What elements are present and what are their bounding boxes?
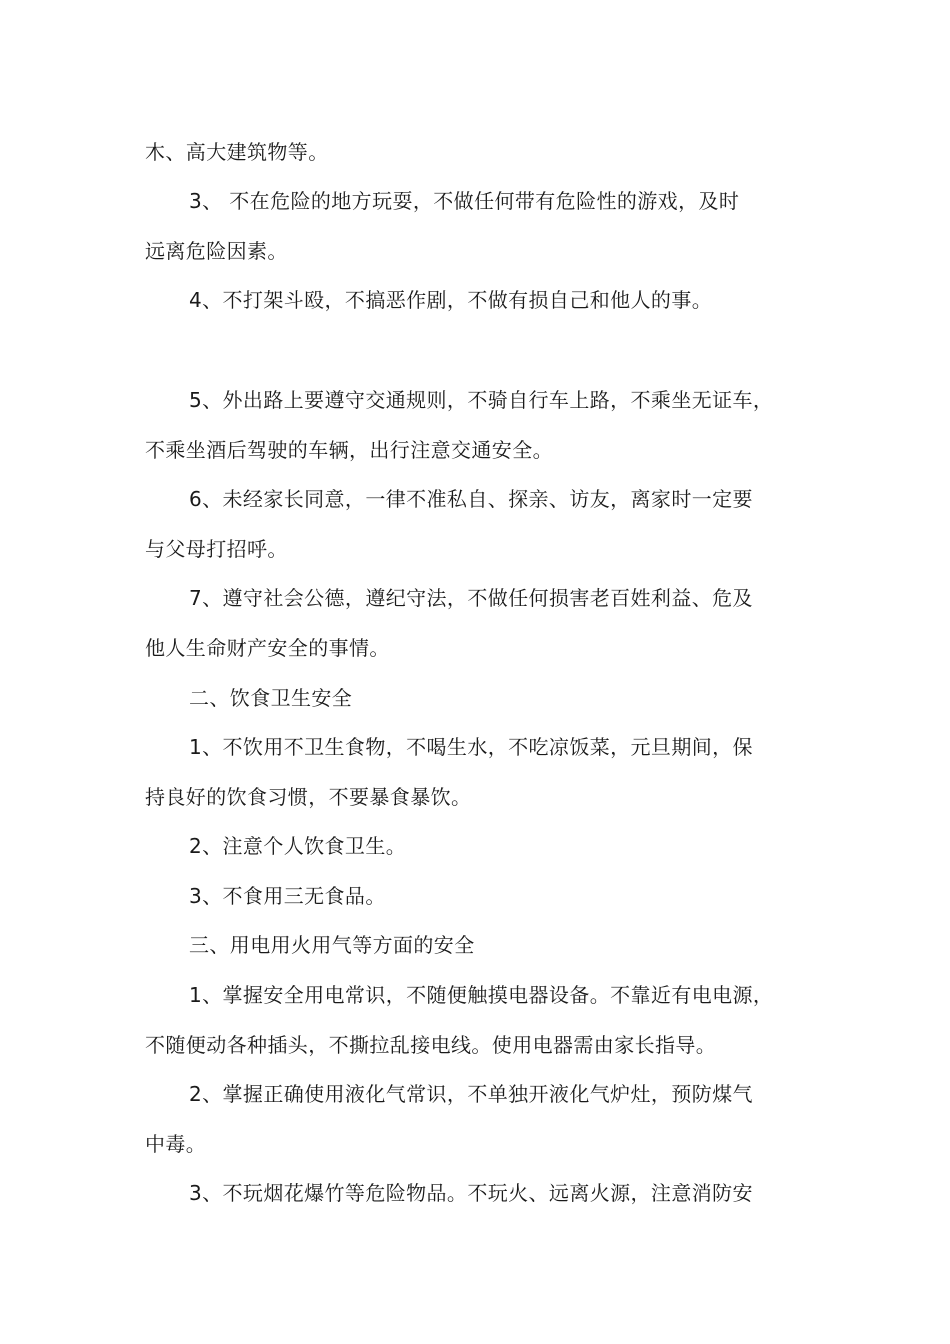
- text-line: 2、注意个人饮食卫生。: [189, 834, 407, 858]
- text-line: 7、遵守社会公德，遵纪守法，不做任何损害老百姓利益、危及: [189, 586, 753, 610]
- text-line: 木、高大建筑物等。: [145, 140, 329, 164]
- text-line: 1、掌握安全用电常识，不随便触摸电器设备。不靠近有电电源，: [189, 983, 774, 1007]
- text-line: 4、不打架斗殴，不搞恶作剧，不做有损自己和他人的事。: [189, 288, 713, 312]
- text-line: 2、掌握正确使用液化气常识，不单独开液化气炉灶，预防煤气: [189, 1082, 753, 1106]
- text-line: 他人生命财产安全的事情。: [145, 636, 390, 660]
- text-line: 中毒。: [145, 1132, 207, 1156]
- section-heading: 二、饮食卫生安全: [189, 686, 353, 710]
- text-line: 不乘坐酒后驾驶的车辆，出行注意交通安全。: [145, 438, 553, 462]
- text-line: 3、不玩烟花爆竹等危险物品。不玩火、远离火源，注意消防安: [189, 1181, 753, 1205]
- section-heading: 三、用电用火用气等方面的安全: [189, 933, 475, 957]
- text-line: 3、不食用三无食品。: [189, 884, 386, 908]
- text-line: 5、外出路上要遵守交通规则，不骑自行车上路，不乘坐无证车，: [189, 388, 774, 412]
- text-line: 1、不饮用不卫生食物，不喝生水，不吃凉饭菜，元旦期间，保: [189, 735, 753, 759]
- text-line: 3、 不在危险的地方玩耍，不做任何带有危险性的游戏，及时: [189, 189, 740, 213]
- text-line: 6、未经家长同意，一律不准私自、探亲、访友，离家时一定要: [189, 487, 753, 511]
- text-line: 远离危险因素。: [145, 239, 288, 263]
- text-line: 与父母打招呼。: [145, 537, 288, 561]
- text-line: 持良好的饮食习惯，不要暴食暴饮。: [145, 785, 472, 809]
- text-line: 不随便动各种插头，不撕拉乱接电线。使用电器需由家长指导。: [145, 1033, 717, 1057]
